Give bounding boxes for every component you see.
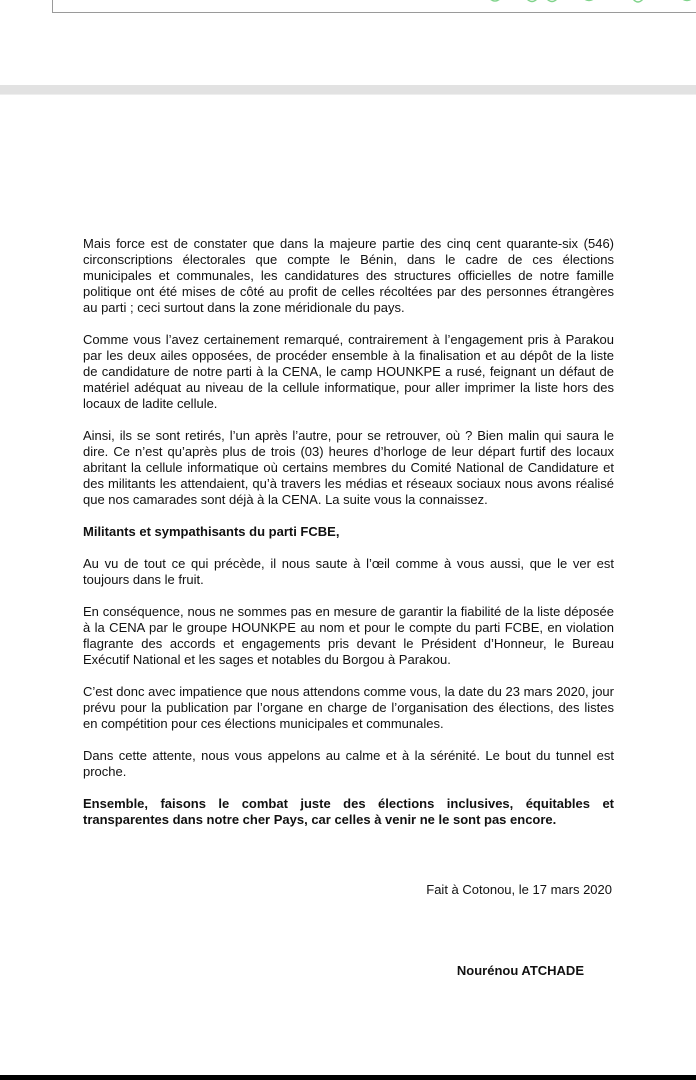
- paragraph-5: En conséquence, nous ne sommes pas en mesure de garantir la fiabilité de la liste déposée à la CENA par le groupe HOUNKPE au nom et pour le compte du parti FCBE, en violation flagrante des accords et engagements pris devant le Président d’Honneur, le Bureau Exécutif National et les sages et notables du Borgou à Parakou.: [83, 604, 614, 667]
- salutation-heading: Militants et sympathisants du parti FCBE,: [83, 524, 340, 539]
- paragraph-4: Au vu de tout ce qui précède, il nous saute à l’œil comme à vous aussi, que le ver est toujours dans le fruit.: [83, 556, 614, 587]
- paragraph-6: C’est donc avec impatience que nous attendons comme vous, la date du 23 mars 2020, jour prévu pour la publication par l’organe en charge de l’organisation des élections, des listes en compétition pour ces élections municipales et communales.: [83, 684, 614, 731]
- closing-call: Ensemble, faisons le combat juste des élections inclusives, équitables et transparentes dans notre cher Pays, car celles à venir ne le sont pas encore.: [83, 796, 614, 827]
- letter-body: [83, 236, 614, 844]
- signatory-name: Nourénou ATCHADE: [456, 963, 584, 978]
- paragraph-7: Dans cette attente, nous vous appelons au calme et à la sérénité. Le bout du tunnel est proche.: [83, 748, 614, 779]
- bottom-edge-bar: [0, 1075, 696, 1080]
- previous-page-edge: [52, 0, 696, 13]
- paragraph-3: Ainsi, ils se sont retirés, l’un après l’autre, pour se retrouver, où ? Bien malin qui saura le dire. Ce n’est qu’après plus de trois (03) heures d’horloge de leur départ furtif des locaux abritant la cellule informatique où certains membres du Comité National de Candidature et des militants les attendaient, qu’à travers les médias et réseaux sociaux nous avons réalisé que nos camarades sont déjà à la CENA. La suite vous la connaissez.: [83, 428, 614, 507]
- paragraph-2: Comme vous l’avez certainement remarqué, contrairement à l’engagement pris à Parakou par les deux ailes opposées, de procéder ensemble à la finalisation et au dépôt de la liste de candidature de notre parti à la CENA, le camp HOUNKPE a rusé, feignant un défaut de matériel adéquat au niveau de la cellule informatique, pour aller imprimer la liste hors des locaux de ladite cellule.: [83, 332, 614, 411]
- paragraph-1: Mais force est de constater que dans la majeure partie des cinq cent quarante-six (546) circonscriptions électorales que compte le Bénin, dans le cadre de ces élections municipales et communales, les candidatures des structures officielles de notre famille politique ont été mises de côté au profit de celles récoltées par des personnes étrangères au parti ; ceci surtout dans la zone méridionale du pays.: [83, 236, 614, 315]
- page-separator: [0, 85, 696, 94]
- handwritten-signature-fragment: [473, 0, 696, 4]
- place-and-date: Fait à Cotonou, le 17 mars 2020: [426, 882, 612, 897]
- page-separator-line: [0, 94, 696, 95]
